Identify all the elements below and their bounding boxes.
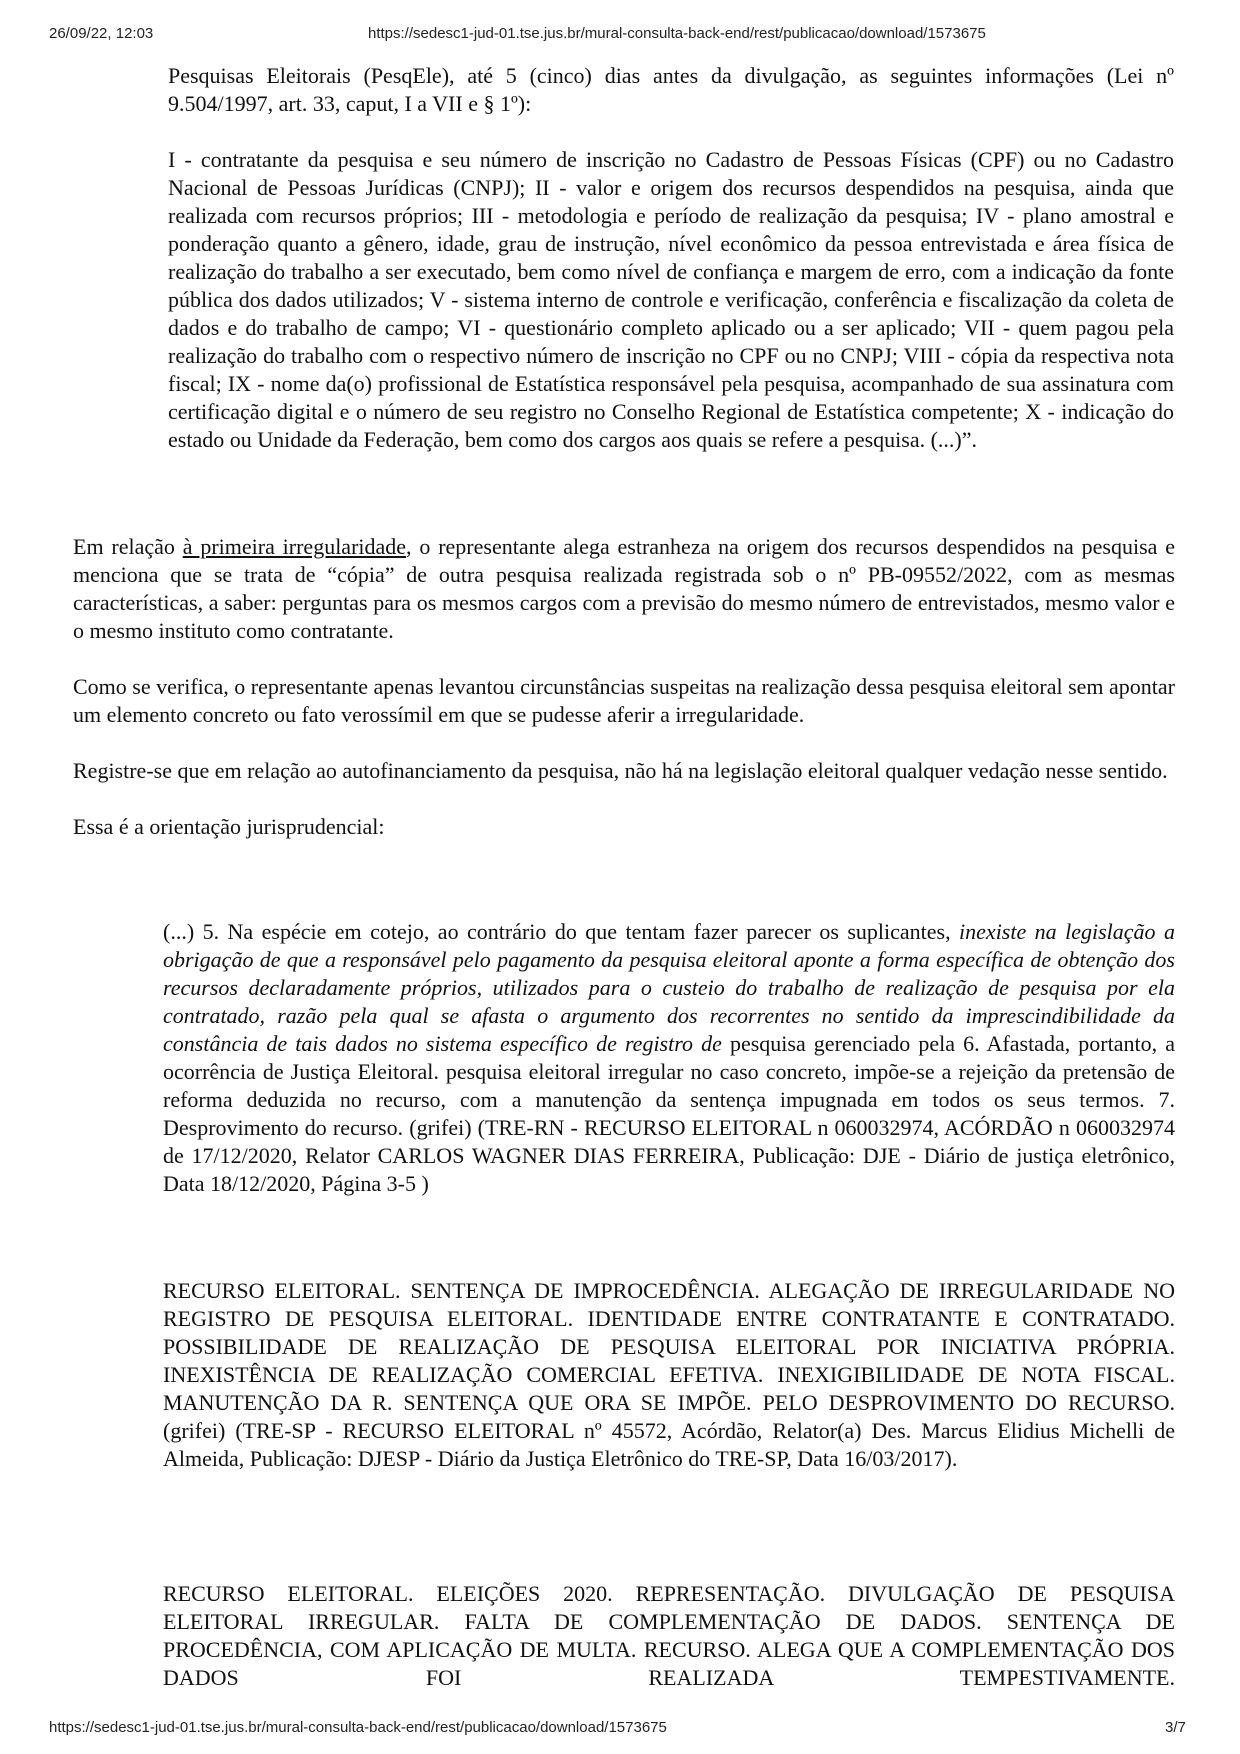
paragraph-jurisprudence-intro: Essa é a orientação jurisprudencial:	[73, 814, 385, 839]
header-datetime: 26/09/22, 12:03	[49, 25, 154, 42]
paragraph-self-financing: Registre-se que em relação ao autofinanciamento da pesquisa, não há na legislação eleitoral qualquer vedação nesse sentido.	[73, 758, 1168, 783]
underlined-phrase: à primeira irregularidade	[182, 534, 407, 559]
footer-url: https://sedesc1-jud-01.tse.jus.br/mural-consulta-back-end/rest/publicacao/download/1573675	[49, 1719, 667, 1736]
paragraph-verification: Como se verifica, o representante apenas levantou circunstâncias suspeitas na realização dessa pesquisa eleitoral sem apontar um elemento concreto ou fato verossímil em que se pudesse aferir a irregularidade.	[73, 674, 1175, 727]
quote-tre-sp	[163, 1277, 1175, 1473]
quote-items: I - contratante da pesquisa e seu número de inscrição no Cadastro de Pessoas Físicas (CPF) ou no Cadastro Nacional de Pessoas Jurídicas (CNPJ); II - valor e origem dos recursos despendidos na pesquisa, ainda que realizada com recursos próprios; III - metodologia e período de realização da pesquisa; IV - plano amostral e ponderação quanto a gênero, idade, grau de instrução, nível econômico da pessoa entrevistada e área física de realização do trabalho a ser executado, bem como nível de confiança e margem de erro, com a indicação da fonte pública dos dados utilizados; V - sistema interno de controle e verificação, conferência e fiscalização da coleta de dados e do trabalho de campo; VI - questionário completo aplicado ou a ser aplicado; VII - quem pagou pela realização do trabalho com o respectivo número de inscrição no CPF ou no CNPJ; VIII - cópia da respectiva nota fiscal; IX - nome da(o) profissional de Estatística responsável pela pesquisa, acompanhado de sua assinatura com certificação digital e o número de seu registro no Conselho Regional de Estatística competente; X - indicação do estado ou Unidade da Federação, bem como dos cargos aos quais se refere a pesquisa. (...)”.	[168, 147, 1174, 452]
quote-tre-rn	[163, 918, 1175, 1198]
page-number: 3/7	[1165, 1719, 1186, 1736]
quote-tre-sp-text: RECURSO ELEITORAL. SENTENÇA DE IMPROCEDÊNCIA. ALEGAÇÃO DE IRREGULARIDADE NO REGISTRO DE PESQUISA ELEITORAL. IDENTIDADE ENTRE CONTRATANTE E CONTRATADO. POSSIBILIDADE DE REALIZAÇÃO DE PESQUISA ELEITORAL POR INICIATIVA PRÓPRIA. INEXISTÊNCIA DE REALIZAÇÃO COMERCIAL EFETIVA. INEXIGIBILIDADE DE NOTA FISCAL. MANUTENÇÃO DA R. SENTENÇA QUE ORA SE IMPÕE. PELO DESPROVIMENTO DO RECURSO. (grifei) (TRE-SP - RECURSO ELEITORAL nº 45572, Acórdão, Relator(a) Des. Marcus Elidius Michelli de Almeida, Publicação: DJESP - Diário da Justiça Eletrônico do TRE-SP, Data 16/03/2017).	[163, 1278, 1175, 1471]
quote-tre-rn-rest: pesquisa gerenciado pela 6. Afastada, portanto, a ocorrência de Justiça Eleitoral. pesquisa eleitoral irregular no caso concreto, impõe-se a rejeição da pretensão de reforma deduzida no recurso, com a manutenção da sentença impugnada em todos os seus termos. 7. Desprovimento do recurso. (grifei) (TRE-RN - RECURSO ELEITORAL n 060032974, ACÓRDÃO n 060032974 de 17/12/2020, Relator CARLOS WAGNER DIAS FERREIRA, Publicação: DJE - Diário de justiça eletrônico, Data 18/12/2020, Página 3-5 )	[163, 1031, 1175, 1196]
quote-eleicoes-2020	[163, 1580, 1175, 1692]
quote-tre-rn-start: (...) 5. Na espécie em cotejo, ao contrário do que tentam fazer parecer os suplicantes,	[163, 919, 960, 944]
body-text	[73, 533, 1175, 869]
paragraph-first-irregularity-start: Em relação	[73, 534, 183, 559]
quote-eleicoes-2020-text: RECURSO ELEITORAL. ELEIÇÕES 2020. REPRESENTAÇÃO. DIVULGAÇÃO DE PESQUISA ELEITORAL IRREGULAR. FALTA DE COMPLEMENTAÇÃO DE DADOS. SENTENÇA DE PROCEDÊNCIA, COM APLICAÇÃO DE MULTA. RECURSO. ALEGA QUE A COMPLEMENTAÇÃO DOS DADOS FOI REALIZADA TEMPESTIVAMENTE.	[163, 1581, 1175, 1690]
quote-tre-rn-italic: inexiste na legislação a obrigação de que a responsável pelo pagamento da pesquisa eleitoral aponte a forma específica de obtenção dos recursos declaradamente próprios, utilizados para o custeio do trabalho de realização de pesquisa por ela contratado, razão pela qual se afasta o argumento dos recorrentes no sentido da imprescindibilidade da constância de tais dados no sistema específico de registro de	[163, 919, 1175, 1056]
quote-legal-text	[168, 62, 1174, 454]
paragraph-first-irregularity	[73, 533, 1175, 645]
header-url: https://sedesc1-jud-01.tse.jus.br/mural-consulta-back-end/rest/publicacao/download/1573675	[368, 25, 986, 42]
paragraph-first-irregularity-rest: , o representante alega estranheza na origem dos recursos despendidos na pesquisa e menciona que se trata de “cópia” de outra pesquisa realizada registrada sob o nº PB-09552/2022, com as mesmas características, a saber: perguntas para os mesmos cargos com a previsão do mesmo número de entrevistados, mesmo valor e o mesmo instituto como contratante.	[73, 534, 1175, 643]
quote-intro: Pesquisas Eleitorais (PesqEle), até 5 (cinco) dias antes da divulgação, as seguintes informações (Lei nº 9.504/1997, art. 33, caput, I a VII e § 1º):	[168, 63, 1174, 116]
